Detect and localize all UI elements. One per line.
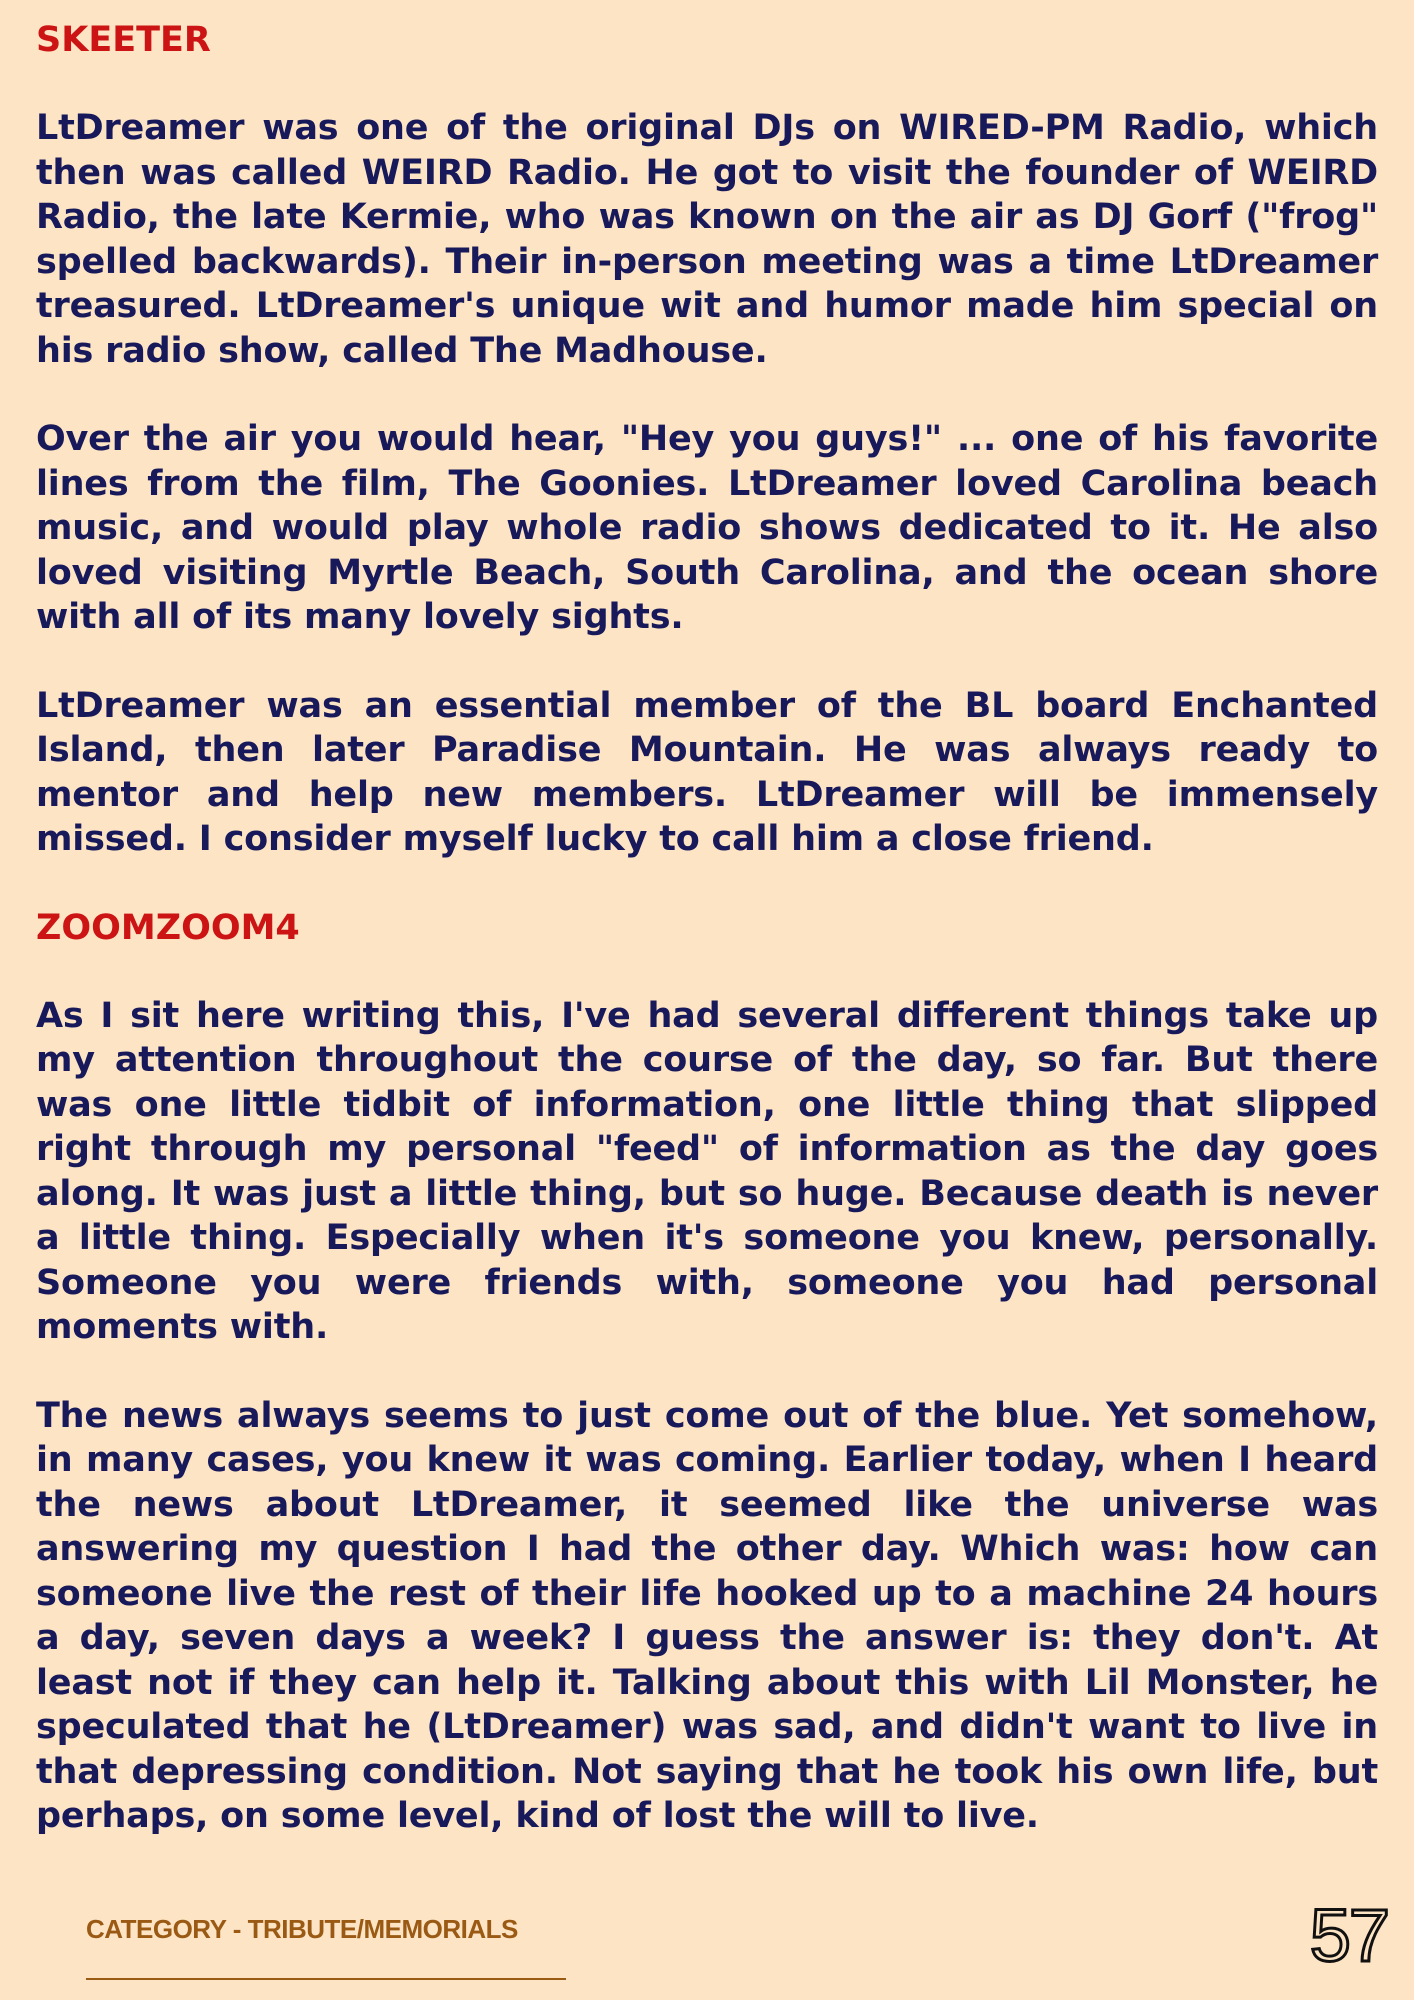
footer-divider — [86, 1978, 566, 1980]
article-body — [36, 18, 1378, 1883]
paragraph: Over the air you would hear, "Hey you guys!" ... one of his favorite lines from the film, The Goonies. LtDreamer loved Carolina beach music, and would play whole radio shows dedicated to it. He also loved visiting Myrtle Beach, South Carolina, and the ocean shore with all of its many lovely sights. — [36, 419, 1378, 637]
paragraph: LtDreamer was an essential member of the BL board Enchanted Island, then later Paradise Mountain. He was always ready to mentor and help new members. LtDreamer will be immensely missed. I consider myself lucky to call him a close friend. — [36, 685, 1378, 859]
paragraph: The news always seems to just come out of the blue. Yet somehow, in many cases, you knew it was coming. Earlier today, when I heard the news about LtDreamer, it seemed like the universe was answering my question I had the other day. Which was: how can someone live the rest of their life hooked up to a machine 24 hours a day, seven days a week? I guess the answer is: they don't. At least not if they can help it. Talking about this with Lil Monster, he speculated that he (LtDreamer) was sad, and didn't want to live in that depressing condition. Not saying that he took his own life, but perhaps, on some level, kind of lost the will to live. — [36, 1395, 1378, 1836]
section-skeeter — [36, 18, 1378, 862]
paragraph: As I sit here writing this, I've had several different things take up my attention throughout the course of the day, so far. But there was one little tidbit of information, one little thing that slipped right through my personal "feed" of information as the day goes along. It was just a little thing, but so huge. Because death is never a little thing. Especially when it's someone you knew, personally. Someone you were friends with, someone you had personal moments with. — [36, 995, 1378, 1347]
page-number: 57 — [1309, 1894, 1388, 1977]
paragraph: LtDreamer was one of the original DJs on WIRED-PM Radio, which then was called WEIRD Radio. He got to visit the founder of WEIRD Radio, the late Kermie, who was known on the air as DJ Gorf ("frog" spelled backwards). Their in-person meeting was a time LtDreamer treasured. LtDreamer's unique wit and humor made him special on his radio show, called The Madhouse. — [36, 108, 1378, 371]
section-heading: ZOOMZOOM4 — [36, 907, 300, 948]
footer-category: CATEGORY - TRIBUTE/MEMORIALS — [86, 1914, 518, 1944]
section-heading: SKEETER — [36, 20, 211, 60]
section-zoomzoom4 — [36, 906, 1378, 1839]
